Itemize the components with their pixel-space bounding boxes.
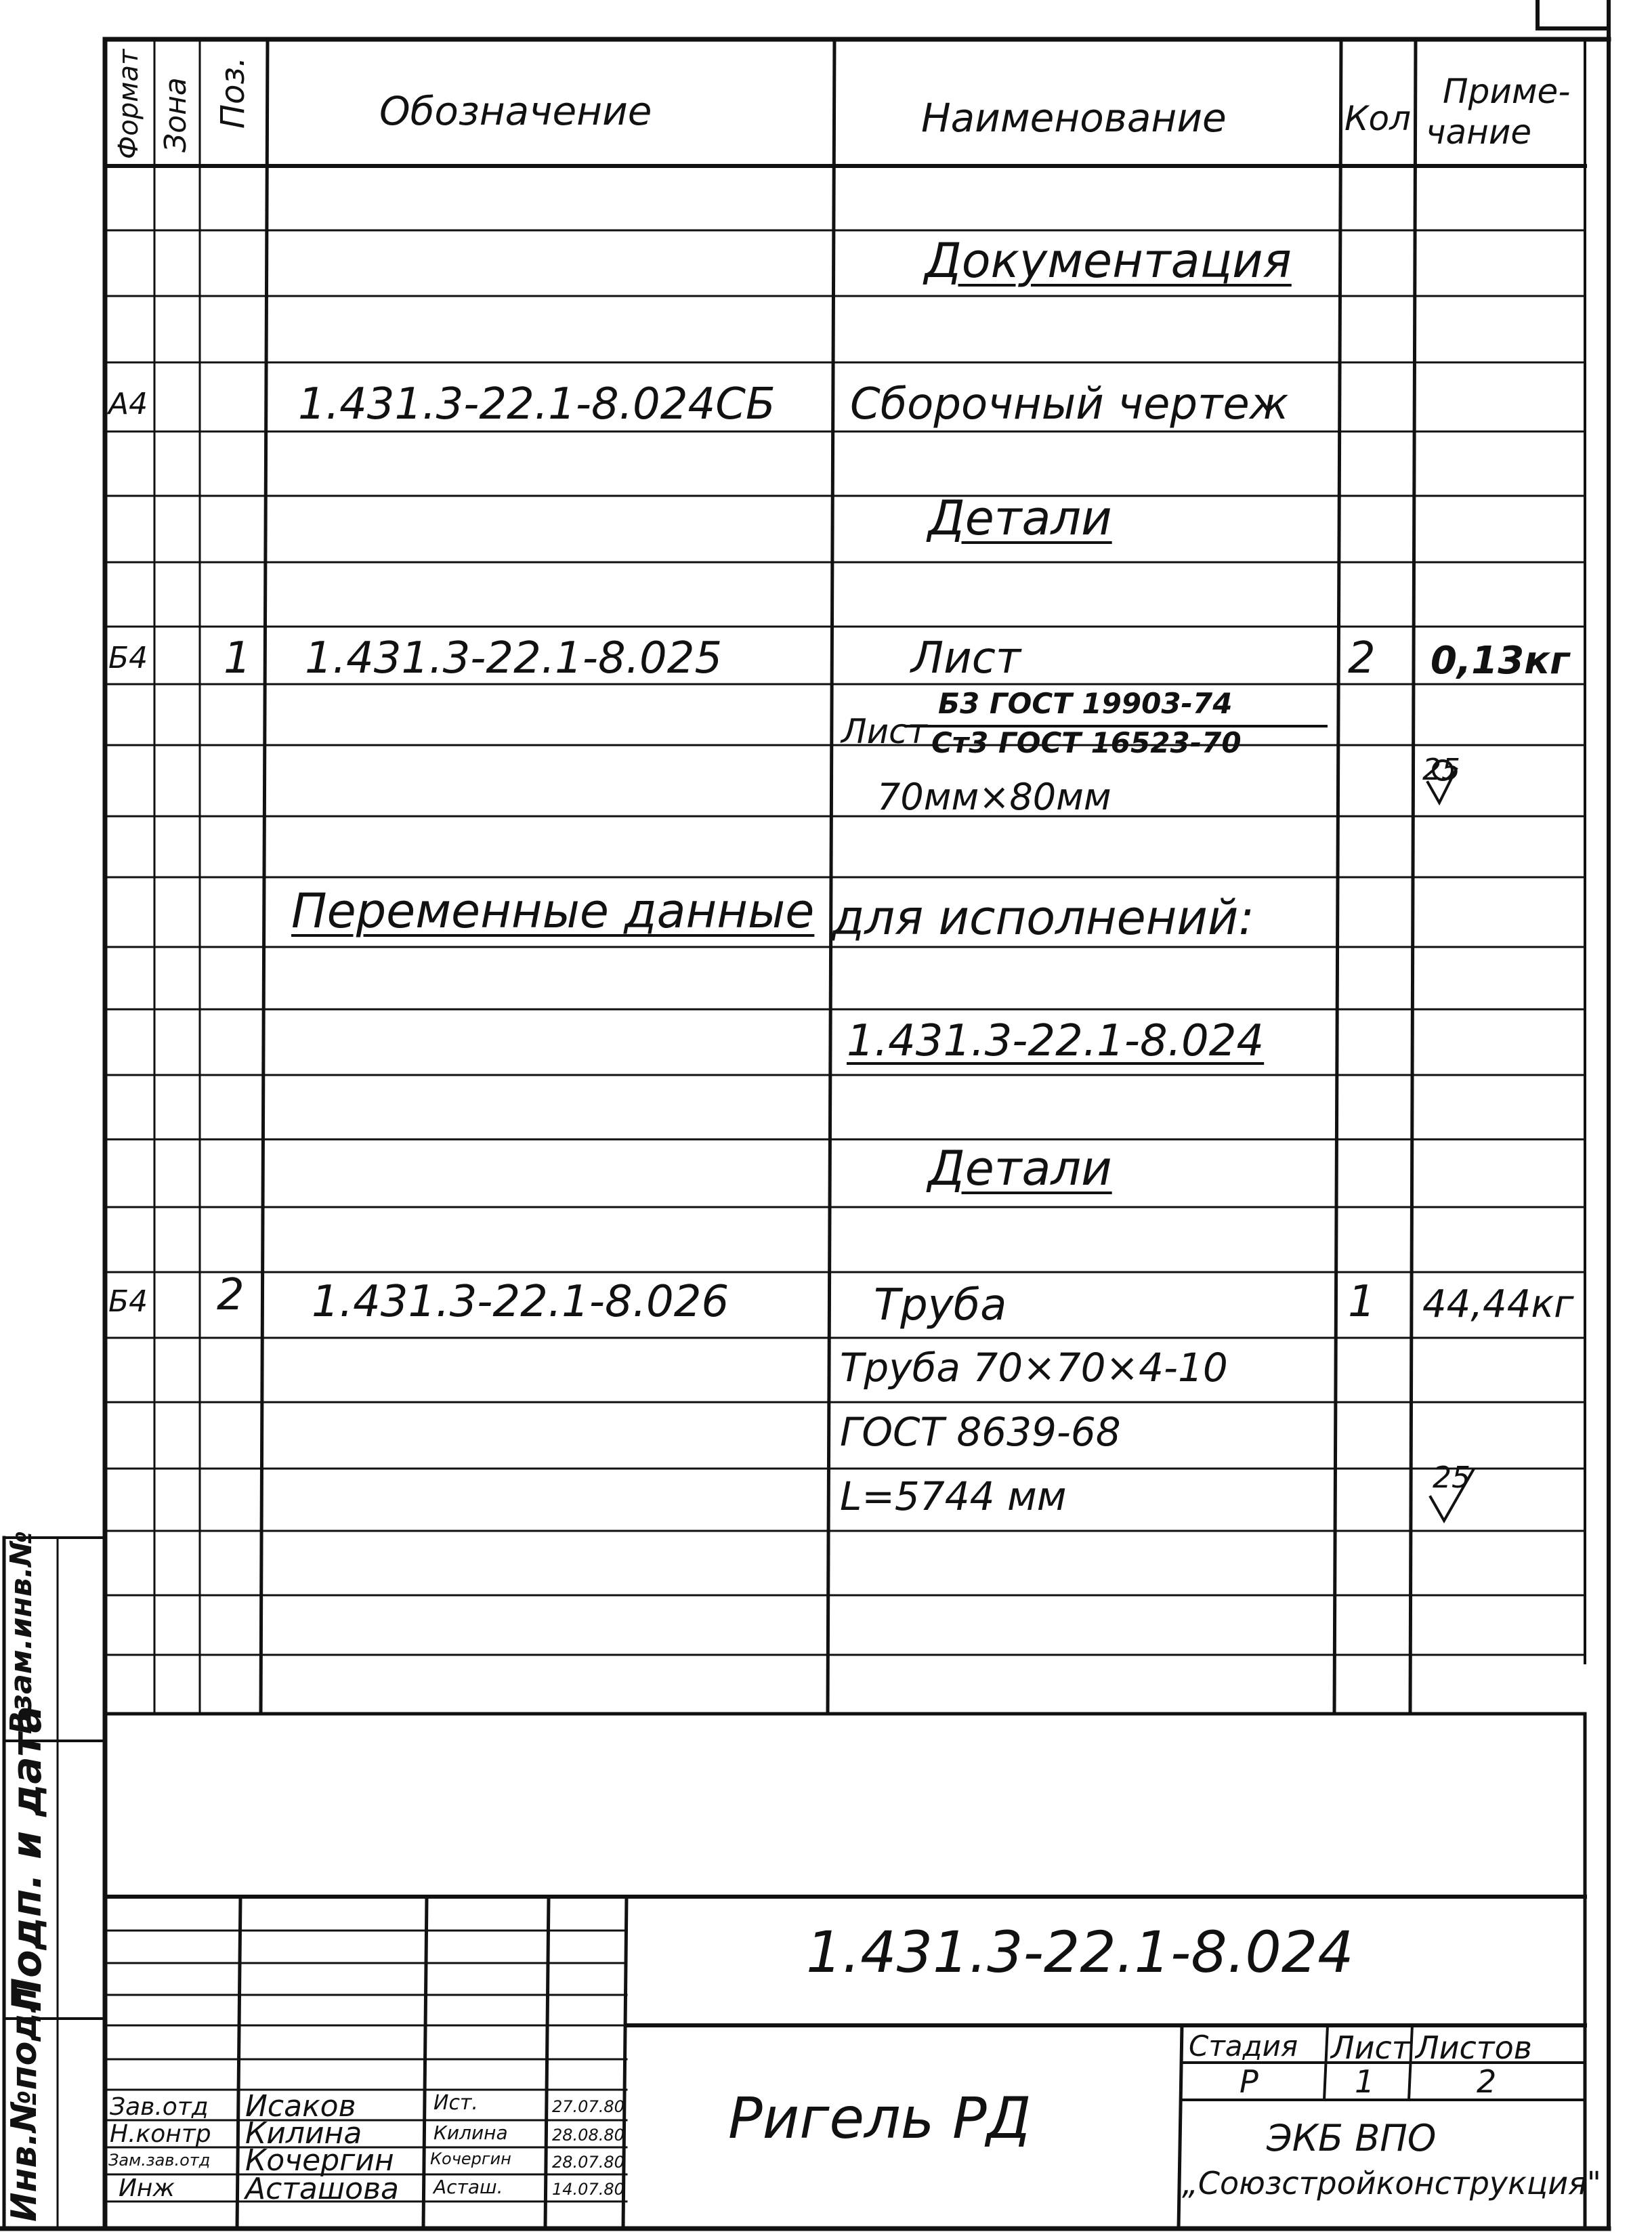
doc-number: 1.431.3-22.1-8.024 [806,1919,1354,1985]
designation-header: Обозначение [379,88,652,134]
row3-name: Труба [874,1280,1007,1330]
person-sign: Кочергин [430,2149,511,2168]
row2-qty: 2 [1348,633,1376,683]
section-documentation: Документация [925,233,1292,289]
person-date: 27.07.80 [552,2097,624,2116]
variable-data-left: Переменные данные [291,883,815,939]
org-line2: „Союзстройконструкция" [1182,2165,1601,2201]
row2-material-top: Б3 ГОСТ 19903-74 [938,687,1233,720]
person-role: Н.контр [110,2120,211,2148]
sign-date-label: Подп. и дата [3,1705,51,2012]
pos-header: Поз. [214,56,252,129]
row3-spec-line3: ГОСТ 8639-68 [840,1409,1121,1455]
row3-spec-line4: L=5744 мм [840,1473,1067,1519]
person-sign: Килина [433,2122,508,2144]
row3-format: Б4 [108,1284,148,1319]
title: Ригель РД [728,2085,1032,2151]
zone-header: Зона [158,77,193,152]
row2-note: 0,13кг [1431,639,1570,683]
person-name: Кочергин [245,2143,394,2178]
row2-material-prefix: Лист [841,712,927,751]
row2-format: Б4 [108,641,148,675]
person-role: Инж [119,2174,175,2202]
section-details-2: Детали [928,1141,1112,1196]
row2-name: Лист [911,633,1021,683]
row1-designation: 1.431.3-22.1-8.024СБ [298,379,776,429]
note-header-line2: чание [1426,112,1532,152]
row3-qty: 1 [1348,1277,1376,1327]
row3-pos: 2 [217,1270,245,1320]
row3-designation: 1.431.3-22.1-8.026 [312,1277,729,1327]
format-header: Формат [113,49,144,159]
name-header: Наименование [921,95,1227,141]
row2-designation: 1.431.3-22.1-8.025 [305,633,723,683]
row2-material-bottom: Ст3 ГОСТ 16523-70 [931,726,1242,759]
person-date: 28.08.80 [552,2126,624,2145]
stage-label: Стадия [1189,2029,1298,2063]
sheets-value: 2 [1477,2063,1497,2100]
stage-value: Р [1240,2063,1258,2100]
variable-data-right: для исполнений: [832,890,1254,946]
swap-inv-label: Взам.инв.№ [4,1530,39,1734]
row3-roughness: 25 [1433,1460,1470,1495]
row2-roughness: 25 [1422,753,1460,787]
sheet-label: Лист [1331,2029,1410,2066]
row2-size: 70мм×80мм [877,776,1111,818]
person-date: 14.07.80 [552,2180,624,2199]
row3-spec-line2: Труба 70×70×4-10 [840,1345,1228,1391]
person-name: Исаков [245,2089,356,2124]
person-sign: Асташ. [433,2176,503,2198]
row1-format: А4 [108,387,148,421]
qty-header: Кол [1344,99,1412,138]
row3-note: 44,44кг [1422,1282,1574,1326]
person-role: Зав.отд [110,2093,209,2121]
person-role: Зам.зав.отд [108,2151,211,2170]
person-name: Килина [245,2116,362,2151]
inv-orig-label: Инв.№подл [4,1987,45,2222]
sheets-label: Листов [1416,2029,1532,2066]
section-details-1: Детали [928,490,1112,546]
sheet-value: 1 [1355,2063,1375,2100]
row2-pos: 1 [224,633,251,683]
note-header-line1: Приме- [1443,72,1571,111]
person-sign: Ист. [433,2091,478,2115]
row1-name: Сборочный чертеж [850,379,1289,429]
org-line1: ЭКБ ВПО [1267,2117,1437,2159]
variant-designation: 1.431.3-22.1-8.024 [847,1016,1265,1066]
person-name: Асташова [245,2172,399,2206]
person-date: 28.07.80 [552,2153,624,2172]
